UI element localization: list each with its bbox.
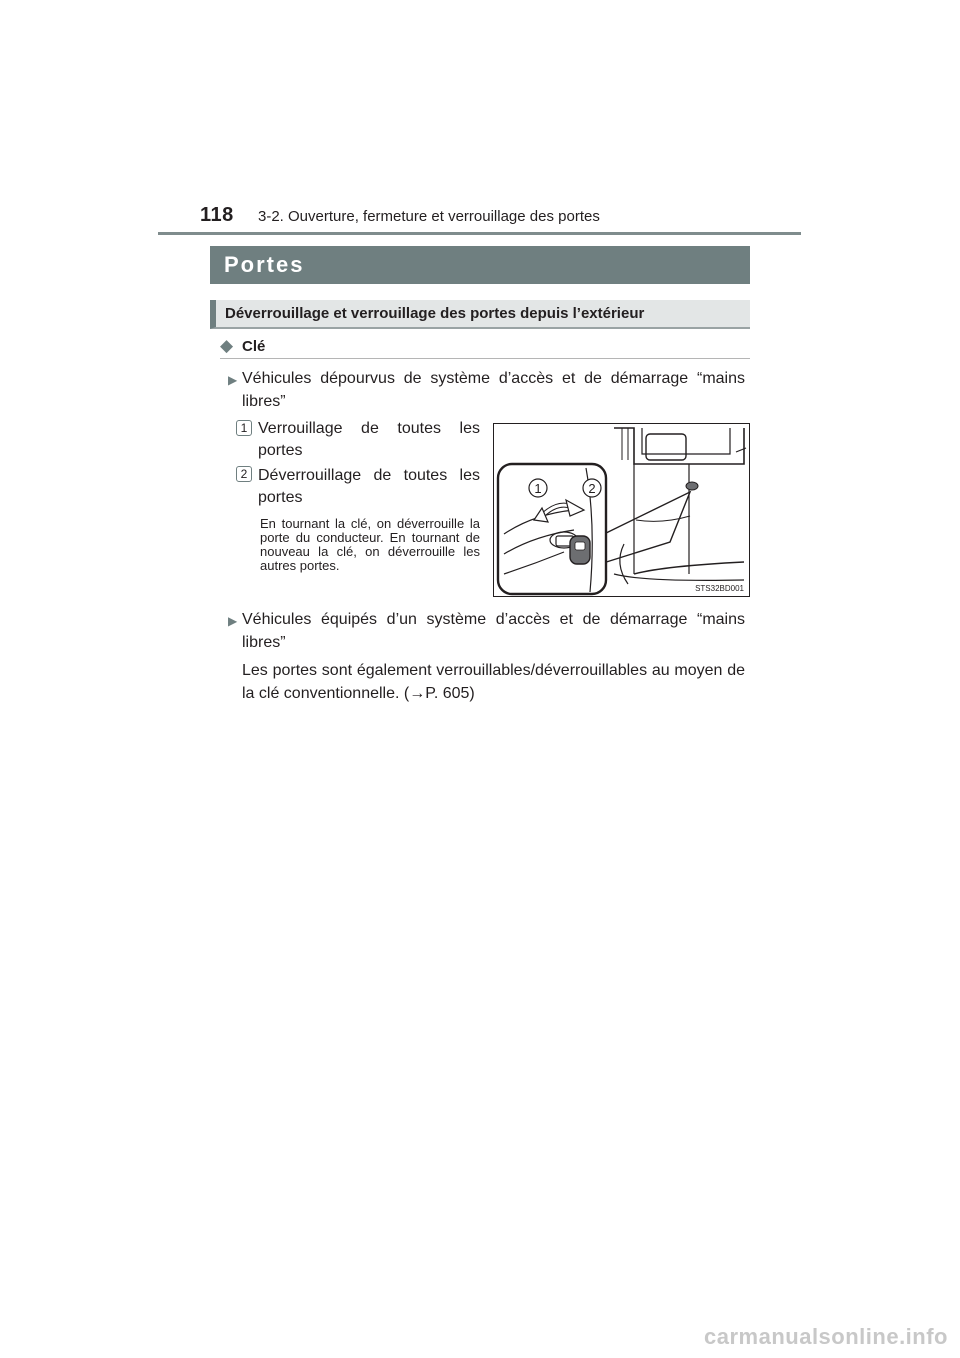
body-text: Les portes sont également verrouillables/déverrouillables au moyen de la clé conventionnelle. (	[242, 662, 745, 702]
subsection-banner	[210, 300, 750, 329]
section-title: Portes	[224, 252, 305, 277]
figure-code: STS32BD001	[695, 584, 744, 593]
header-divider	[158, 232, 801, 235]
unlock-note: En tournant la clé, on déverrouille la porte du conducteur. En tournant de nouveau la clé, on déverrouille les autres portes.	[260, 516, 480, 573]
page-reference-link[interactable]: →P. 605)	[409, 685, 475, 702]
condition-with-smart-key: Véhicules équipés d’un système d’accès et de démarrage “mains libres”	[242, 611, 745, 651]
section-banner	[210, 246, 750, 284]
step-number-2-icon: 2	[236, 466, 252, 482]
step-lock-all-doors: Verrouillage de toutes les portes	[258, 420, 480, 459]
figure-callout-1: 1	[534, 481, 542, 496]
conventional-key-text	[242, 659, 745, 705]
chapter-heading: 3-2. Ouverture, fermeture et verrouillage des portes	[258, 208, 600, 225]
item-title: Clé	[242, 338, 266, 355]
condition-without-smart-key: Véhicules dépourvus de système d’accès et de démarrage “mains libres”	[242, 370, 745, 410]
step-number-1-icon: 1	[236, 420, 252, 436]
page-number: 118	[200, 204, 234, 226]
door-key-drawing	[494, 424, 750, 597]
step-unlock-all-doors: Déverrouillage de toutes les portes	[258, 467, 480, 506]
key-cylinder-illustration	[493, 423, 750, 597]
item-heading	[220, 334, 750, 359]
diamond-bullet-icon: ◆	[220, 336, 234, 355]
figure-callout-2: 2	[588, 481, 596, 496]
subsection-title: Déverrouillage et verrouillage des portes depuis l’extérieur	[225, 305, 645, 322]
triangle-bullet-icon: ▶	[228, 614, 238, 628]
triangle-bullet-icon: ▶	[228, 373, 238, 387]
watermark: carmanualsonline.info	[704, 1324, 948, 1349]
